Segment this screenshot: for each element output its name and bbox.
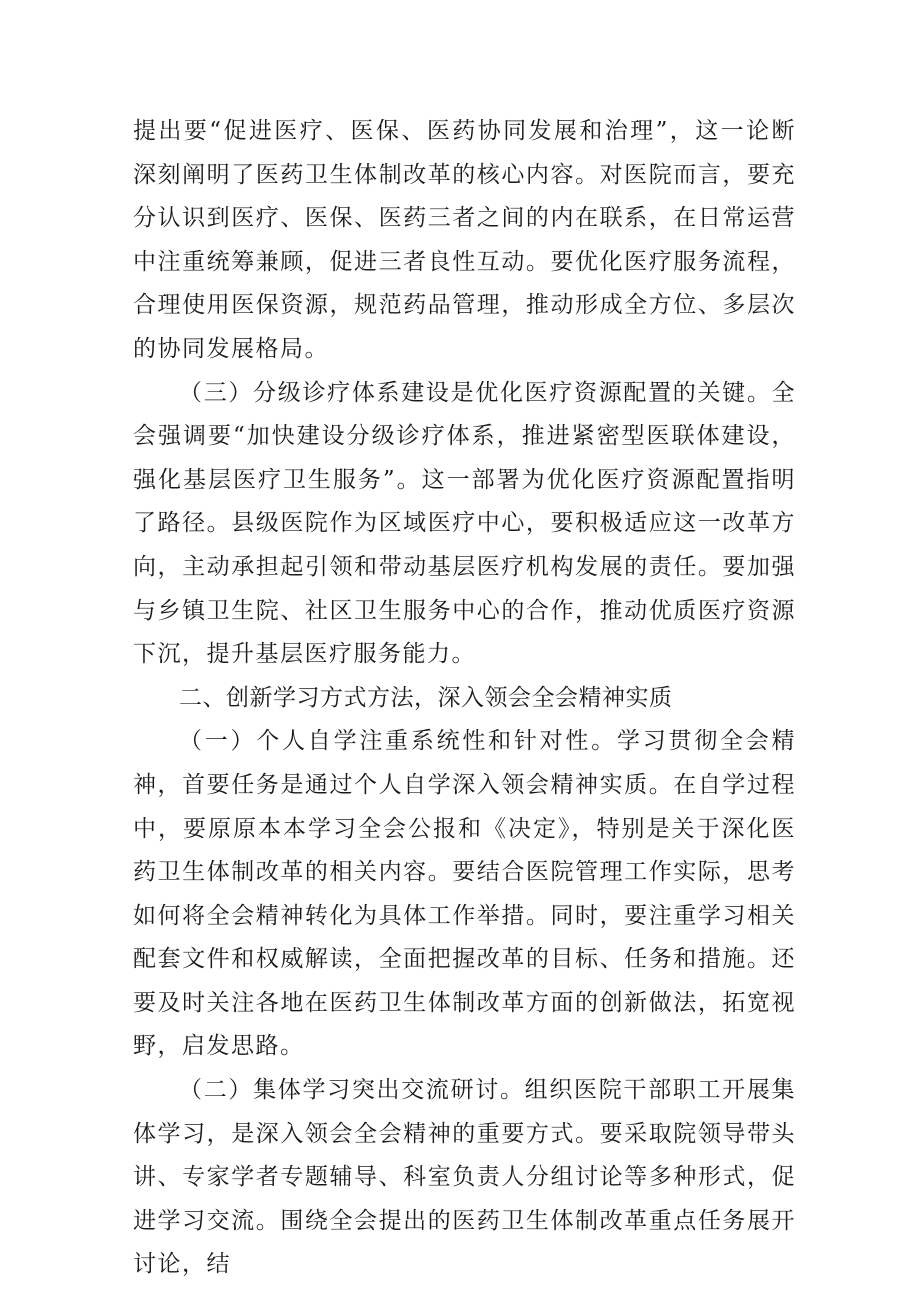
document-body [133,110,796,1287]
paragraph-individual-study: （一）个人自学注重系统性和针对性。学习贯彻全会精神，首要任务是通过个人自学深入领会精神实质。在自学过程中，要原原本本学习全会公报和《决定》，特别是关于深化医药卫生体制改革的相关内容。要结合医院管理工作实际，思考如何将全会精神转化为具体工作举措。同时，要注重学习相关配套文件和权威解读，全面把握改革的目标、任务和措施。还要及时关注各地在医药卫生体制改革方面的创新做法，拓宽视野，启发思路。 [133,728,796,1060]
section-heading-two: 二、创新学习方式方法，深入领会全会精神实质 [179,684,673,711]
paragraph-tiered-diagnosis: （三）分级诊疗体系建设是优化医疗资源配置的关键。全会强调要“加快建设分级诊疗体系，推进紧密型医联体建设，强化基层医疗卫生服务”。这一部署为优化医疗资源配置指明了路径。县级医院作为区域医疗中心，要积极适应这一改革方向，主动承担起引领和带动基层医疗机构发展的责任。要加强与乡镇卫生院、社区卫生服务中心的合作，推动优质医疗资源下沉，提升基层医疗服务能力。 [133,379,796,668]
paragraph-continuation: 提出要“促进医疗、医保、医药协同发展和治理”，这一论断深刻阐明了医药卫生体制改革的核心内容。对医院而言，要充分认识到医疗、医保、医药三者之间的内在联系，在日常运营中注重统筹兼顾，促进三者良性互动。要优化医疗服务流程，合理使用医保资源，规范药品管理，推动形成全方位、多层次的协同发展格局。 [133,118,796,362]
paragraph-group-study: （二）集体学习突出交流研讨。组织医院干部职工开展集体学习，是深入领会全会精神的重要方式。要采取院领导带头讲、专家学者专题辅导、科室负责人分组讨论等多种形式，促进学习交流。围绕全会提出的医药卫生体制改革重点任务展开讨论，结 [133,1077,796,1278]
